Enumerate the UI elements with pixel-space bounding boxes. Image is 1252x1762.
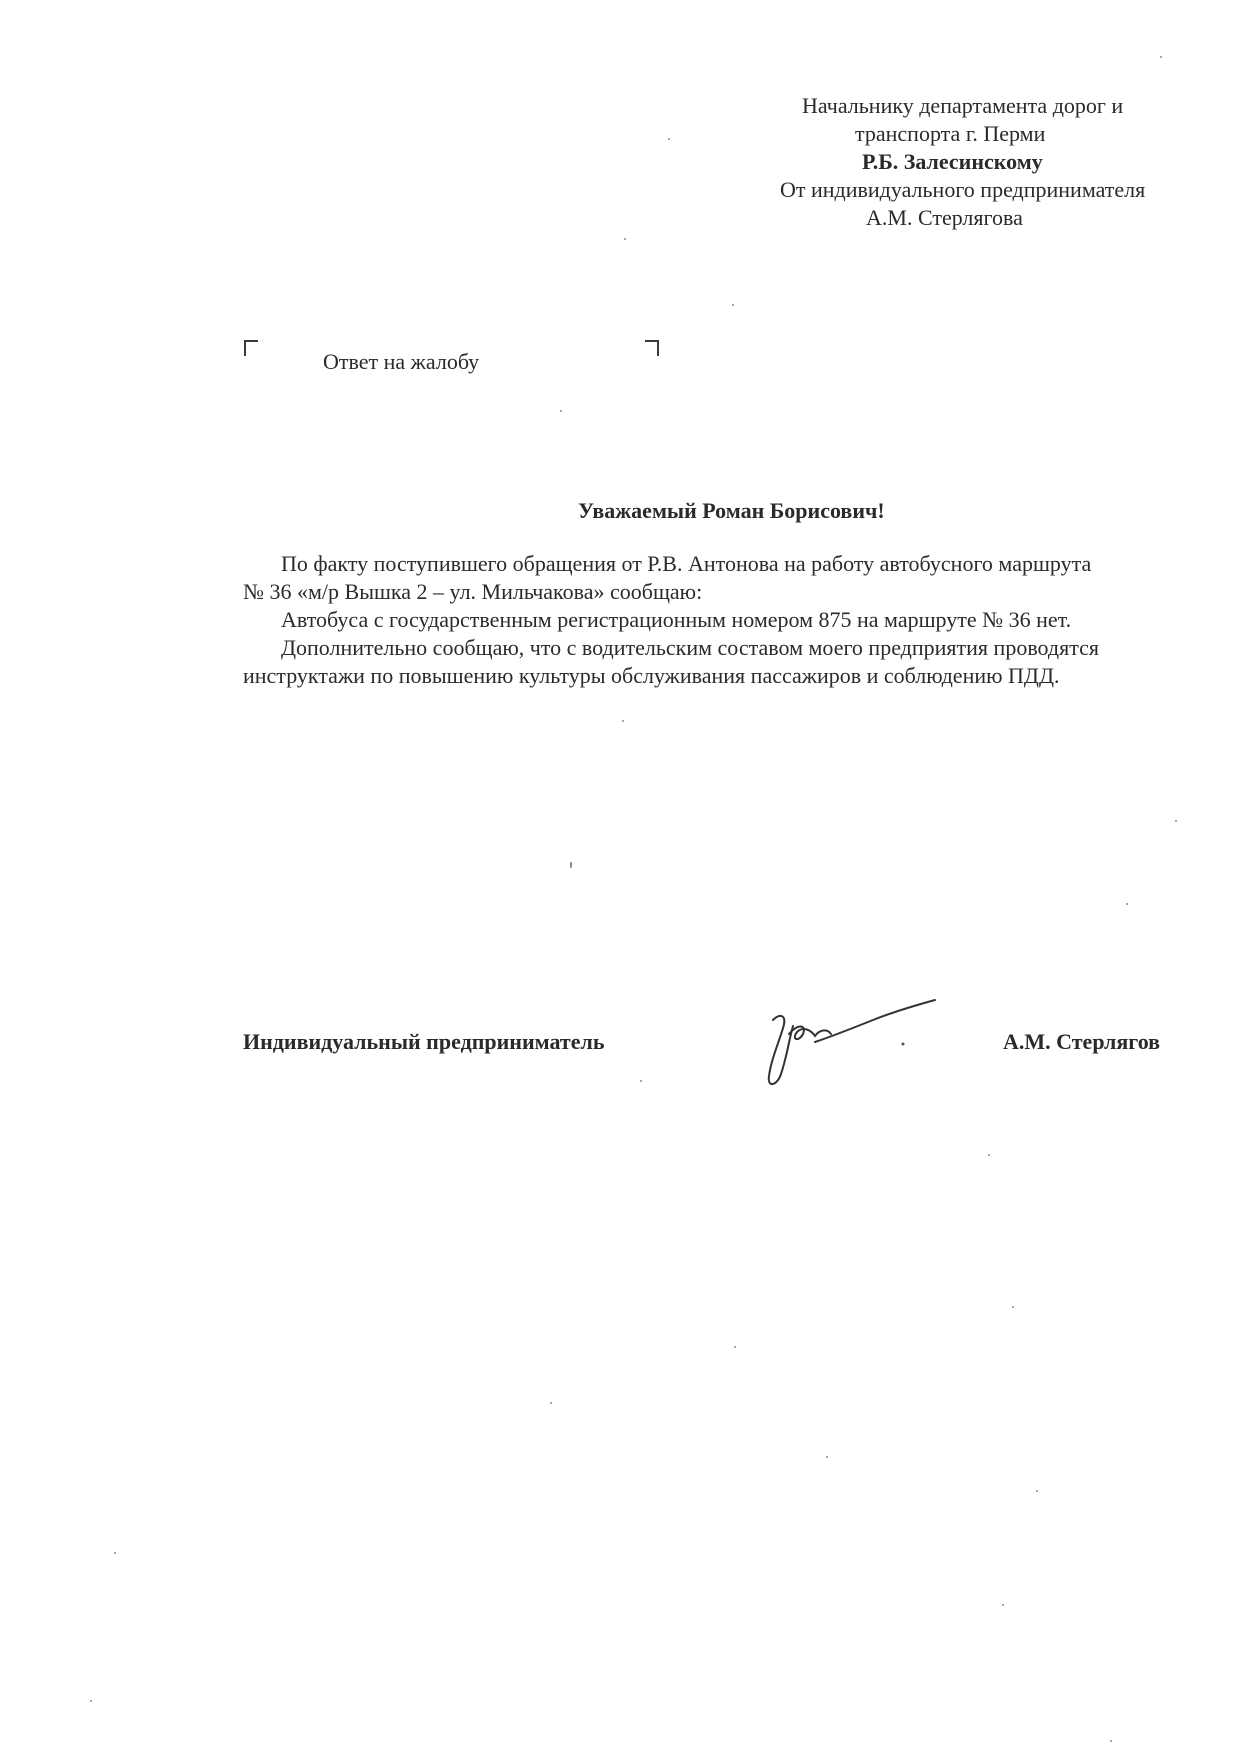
handwritten-signature bbox=[753, 990, 953, 1100]
body-paragraph-1-line-1: По факту поступившего обращения от Р.В. Антонова на работу автобусного маршрута bbox=[281, 551, 1092, 576]
sender-name: А.М. Стерлягова bbox=[866, 205, 1023, 230]
body-paragraph-3-line-2: инструктажи по повышению культуры обслуживания пассажиров и соблюдению ПДД. bbox=[243, 663, 1060, 688]
scan-speck bbox=[114, 1552, 116, 1554]
scan-speck bbox=[1012, 1306, 1014, 1308]
scan-speck bbox=[90, 1700, 92, 1702]
sender-line: От индивидуального предпринимателя bbox=[780, 177, 1146, 202]
scan-speck bbox=[734, 1346, 736, 1348]
addressee-line-city: транспорта г. Перми bbox=[855, 121, 1046, 146]
scan-speck bbox=[1160, 56, 1162, 58]
subject-line: Ответ на жалобу bbox=[323, 349, 480, 374]
scan-speck bbox=[732, 304, 734, 306]
signatory-title: Индивидуальный предприниматель bbox=[243, 1029, 605, 1054]
scan-speck bbox=[1036, 1490, 1038, 1492]
scan-speck bbox=[622, 720, 624, 722]
scan-speck bbox=[550, 1402, 552, 1404]
body-paragraph-1-line-2: № 36 «м/р Вышка 2 – ул. Мильчакова» сообщаю: bbox=[243, 579, 703, 604]
scan-speck bbox=[1175, 820, 1177, 822]
scan-speck bbox=[668, 138, 670, 140]
signatory-name: А.М. Стерлягов bbox=[1003, 1029, 1161, 1054]
scan-speck bbox=[1002, 1604, 1004, 1606]
body-paragraph-3-line-1: Дополнительно сообщаю, что с водительским составом моего предприятия проводятся bbox=[281, 635, 1100, 660]
scan-speck bbox=[1126, 903, 1128, 905]
addressee-name: Р.Б. Залесинскому bbox=[862, 149, 1043, 174]
scan-speck bbox=[826, 1456, 828, 1458]
signature-block bbox=[243, 990, 1188, 1110]
subject-bracket-left bbox=[244, 340, 258, 356]
body-paragraph-2: Автобуса с государственным регистрационным номером 875 на маршруте № 36 нет. bbox=[281, 607, 1072, 632]
salutation: Уважаемый Роман Борисович! bbox=[578, 498, 885, 523]
scan-speck bbox=[570, 862, 572, 868]
subject-bracket-right bbox=[645, 340, 659, 356]
scan-speck bbox=[988, 1154, 990, 1156]
scan-speck bbox=[560, 410, 562, 412]
scan-speck bbox=[624, 238, 626, 240]
scan-speck bbox=[640, 1080, 642, 1082]
addressee-line-position: Начальнику департамента дорог и bbox=[802, 93, 1124, 118]
scan-speck bbox=[1110, 1740, 1112, 1742]
